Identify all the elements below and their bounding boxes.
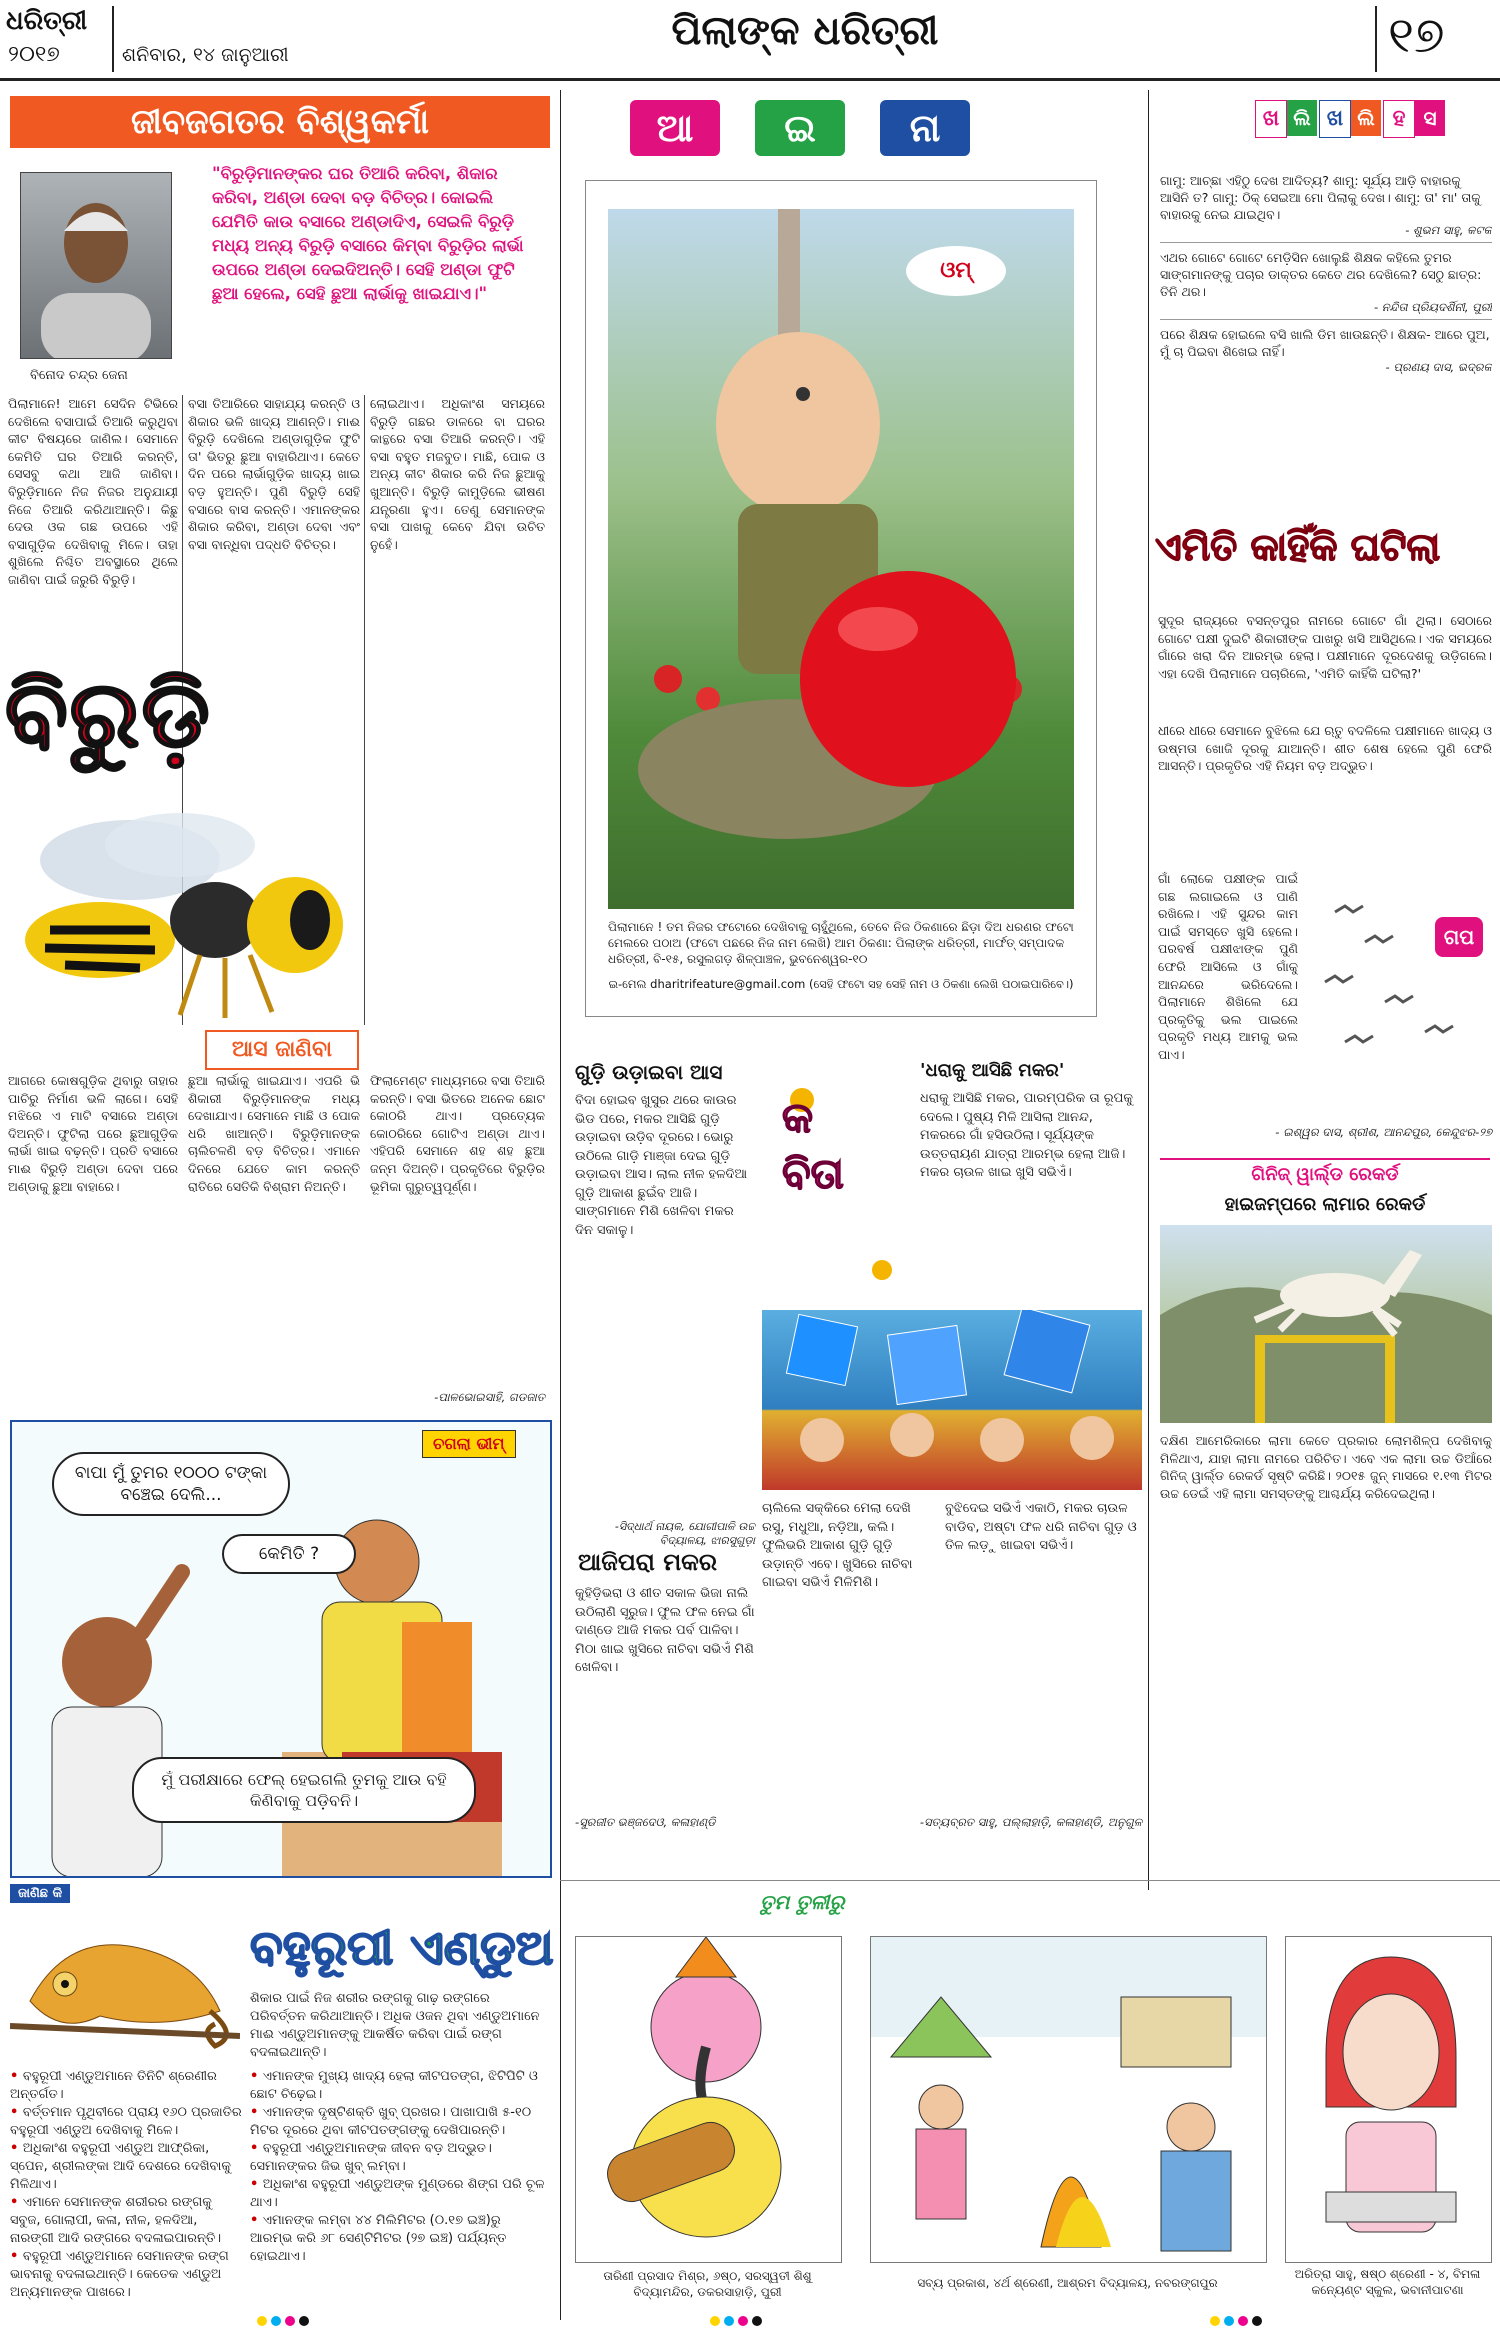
child-with-ball-image [608, 209, 1074, 909]
drawing-caption-1: ତାରିଣୀ ପ୍ରସାଦ ମିଶ୍ର, ୬ଷ୍ଠ, ସରସ୍ୱତୀ ଶିଶୁ ବିଦ୍ୟାମନ୍ଦିର, ଡକରସାହାଡ଼ି, ପୁରୀ [603, 2269, 812, 2299]
gap-label: ଗପ [1435, 917, 1483, 957]
jokes-letter: ହ [1383, 100, 1415, 138]
jokes-list [1160, 172, 1492, 517]
aina-photo-frame [585, 180, 1097, 1017]
kite-poem-2-text: ଚାଲିଲେ ସକ୍କିରେ ମେଲା ଦେଖି ରସୁ, ମଧୁଆ, ନଡ଼ିଆ, କଲି। ଫୁଲିଭରି ଆକାଶ ଗୁଡ଼ି ଗୁଡ଼ି ଉଡ଼ାନ୍ତି ଏବେ। ଖୁସିରେ ନାଚିବା ଗାଇବା ସଭିଏଁ ମିଳିମିଶି। [762, 1501, 913, 1590]
article-col-3: ଲୋଇଥାଏ। ଅଧିକାଂଶ ସମୟରେ ବିରୁଡ଼ି ଗଛର ଡାଳରେ ବା ଘରର କାନ୍ଥରେ ବସା ତିଆରି କରନ୍ତି। ଏହି ବସା ବହୁତ ମଜବୁତ। ମାଛି, ପୋକ ଓ ଅନ୍ୟ କୀଟ ଶିକାର କରି ନିଜ ଛୁଆକୁ ଖୁଆନ୍ତି। ବିରୁଡ଼ି କାମୁଡ଼ିଲେ ଭୀଷଣ ଯନ୍ତ୍ରଣା ହୁଏ। ତେଣୁ ସେମାନଙ୍କ ବସା ପାଖକୁ କେବେ ଯିବା ଉଚିତ ନୁହେଁ। [370, 396, 545, 552]
lower-col-3: ଫିଲାମେଣ୍ଟ ମାଧ୍ୟମରେ ବସା ତିଆରି କରନ୍ତି। ବସା ଭିତରେ ଅନେକ ଛୋଟ କୋଠରି ଥାଏ। ପ୍ରତ୍ୟେକ କୋଠରିରେ ଗୋଟିଏ ଅଣ୍ଡା ଥାଏ। ଏହିପରି ସେମାନେ ଶହ ଶହ ଛୁଆ ଜନ୍ମ ଦିଅନ୍ତି। ପ୍ରକୃତିରେ ବିରୁଡ଼ିର ଭୂମିକା ଗୁରୁତ୍ୱପୂର୍ଣ୍ଣ। [370, 1073, 545, 1194]
masthead-year: ୨୦୧୭ [8, 42, 60, 67]
registration-marks [0, 2312, 1500, 2330]
drawing-caption-2: ସବ୍ୟ ପ୍ରକାଶ, ୪ର୍ଥ ଶ୍ରେଣୀ, ଆଶ୍ରମ ବିଦ୍ୟାଳୟ, ନବରଙ୍ଗପୁର [917, 2276, 1218, 2290]
story-para-2: ଧୀରେ ଧୀରେ ସେମାନେ ବୁଝିଲେ ଯେ ଋତୁ ବଦଳିଲେ ପକ୍ଷୀମାନେ ଖାଦ୍ୟ ଓ ଉଷ୍ମତା ଖୋଜି ଦୂରକୁ ଯାଆନ୍ତି। ଶୀତ ଶେଷ ହେଲେ ପୁଣି ଫେରି ଆସନ୍ତି। ପ୍ରକୃତିର ଏହି ନିୟମ ବଡ଼ ଅଦ୍ଭୁତ। [1158, 723, 1492, 774]
cartoon-tag: ଚଗଲା ଭୀମ୍ [422, 1430, 516, 1458]
drawing-caption-3: ଅରିତ୍ରା ସାହୁ, ଷଷ୍ଠ ଶ୍ରେଣୀ - ୪, ବିମଳା କନ୍ୟେଣ୍ଟ ସ୍କୁଲ, ଭବାନୀପାଟଣା [1294, 2267, 1481, 2297]
kite-children-photo [762, 1310, 1142, 1490]
story-sign: - ଇଶ୍ୱର ଦାସ, ଶ୍ରୀଶ, ଆନନ୍ଦପୁର, କେନ୍ଦୁଝର-୨୭ [1275, 1125, 1492, 1139]
drawings-header-label: ତୁମ ତୁଳୀରୁ [760, 1890, 845, 1914]
aina-email-line: ଇ-ମେଲ dharitrifeature@gmail.com (ସେହି ଫଟୋ ସହ ସେହି ନାମ ଓ ଠିକଣା ଲେଖି ପଠାଇପାରିବେ।) [608, 977, 1074, 991]
birudi-title: ବିରୁଡ଼ି [5, 660, 212, 768]
jokes-letter: ଖ [1319, 100, 1351, 138]
jokes-letter: ଲି [1351, 100, 1381, 136]
makar-poem-2-text: ବୁଝିଦେଇ ସଭିଏଁ ଏକାଠି, ମକର ଚାଉଳ ବାଡିବ, ଅଷ୍ଟା ଫଳ ଧରି ନାଚିବା ଗୁଡ଼ ଓ ତିଳ ଲଡ଼ୁ ଖାଇବା ସଭିଏଁ। [945, 1501, 1137, 1553]
cartoon-bubble-2: କେମିତି ? [222, 1534, 356, 1574]
chameleon-fact: • ଅଧିକାଂଶ ବହୁରୂପୀ ଏଣ୍ଡୁଅଙ୍କ ମୁଣ୍ଡରେ ଶିଙ୍ଗ ପରି ଚୂଳ ଥାଏ। [250, 2176, 545, 2212]
author-name: ବିନୋଦ ଚନ୍ଦ୍ର ଜେନା [30, 368, 128, 383]
portrait-icon [21, 173, 171, 358]
cartoon-panel [10, 1420, 552, 1878]
guinness-header [1160, 1158, 1490, 1190]
kite-poem-sign: -ସିଦ୍ଧାର୍ଥ ନାୟକ, ଯୋଗୀପାଳି ଉଚ୍ଚ ବିଦ୍ୟାଳୟ, ଝାରସୁଗୁଡ଼ା [614, 1520, 755, 1547]
jokes-letter: ଖ [1255, 100, 1287, 138]
chameleon-intro: ଶିକାର ପାଇଁ ନିଜ ଶରୀର ରଙ୍ଗକୁ ଗାଢ଼ ରଙ୍ଗରେ ପରିବର୍ତ୍ତନ କରିଥାଆନ୍ତି। ଅଧିକ ଓଜନ ଥିବା ଏଣ୍ଡୁଅମାନେ ମାଈ ଏଣ୍ଡୁଅମାନଙ୍କୁ ଆକର୍ଷିତ କରିବା ପାଇଁ ରଙ୍ଗ ବଦଳାଇଥାନ୍ତି। [250, 1991, 540, 2060]
makar-sign: -ସତ୍ୟବ୍ରତ ସାହୁ, ପଲ୍ଲାହାଡ଼ି, କଳାହାଣ୍ଡି, ଅନୁଗୁଳ [919, 1815, 1142, 1829]
joke-text: ଗାମୁ: ଆଚ୍ଛା ଏହିଠୁ ଦେଖ ଆଦିତ୍ୟ? ଶାମୁ: ସୂର୍ଯ୍ୟ ଆଡ଼ି ବାହାରକୁ ଆସିନି ତ? ଗାମୁ: ଠିକ୍ ସେଇଆ ମୋ ପିଲାକୁ ଦେଖ। ଶାମୁ: ତା' ମା' ତାକୁ ବାହାରକୁ ନେଇ ଯାଇଥିବ। [1160, 173, 1481, 222]
article-col-1: ପିଲାମାନେ! ଆମେ ସେଦିନ ଟିଭିରେ ଦେଖିଲେ ବସାପାଇଁ ତିଆରି କରୁଥିବା କୀଟ ବିଷୟରେ ଜାଣିଲ। ସେମାନେ କେମିତି ଘର ତିଆରି କରନ୍ତି, ସେସବୁ କଥା ଆଜି ଜାଣିବା। ବିରୁଡ଼ିମାନେ ନିଜ ନିଜର ଅନୁଯାୟୀ ନିଜେ ତିଆରି କରିଥାଆନ୍ତି। କିଛୁ ଦେଉ ଓକ ଗଛ ଉପରେ ଏହି ବସାଗୁଡ଼ିକ ଦେଖିବାକୁ ମିଳେ। ତାହା ଶୁଖିଲେ ନିଶ୍ଚିତ ଅବସ୍ଥାରେ ଥିଲେ ଜାଣିବା ପାଇଁ ଜରୁରି ବିରୁଡ଼ି। [8, 396, 178, 587]
cartoon-bubble-3: ମୁଁ ପରୀକ୍ଷାରେ ଫେଲ୍ ହେଇଗଲି ତୁମକୁ ଆଉ ବହି କିଣିବାକୁ ପଡ଼ିବନି। [132, 1757, 476, 1823]
wasp-image [10, 790, 370, 1020]
intro-quote: "ବିରୁଡ଼ିମାନଙ୍କର ଘର ତିଆରି କରିବା, ଶିକାର କରିବା, ଅଣ୍ଡା ଦେବା ବଡ଼ ବିଚିତ୍ର। କୋଇଲି ଯେମିତି କାଉ ବସାରେ ଅଣ୍ଡାଦିଏ, ସେଇଳି ବିରୁଡ଼ି ମଧ୍ୟ ଅନ୍ୟ ବିରୁଡ଼ି ବସାରେ କିମ୍ବା ବିରୁଡ଼ିର ଲାର୍ଭା ଉପରେ ଅଣ୍ଡା ଦେଇଦିଅନ୍ତି। ସେହି ଅଣ୍ଡା ଫୁଟି ଛୁଆ ହେଲେ, ସେହି ଛୁଆ ଲାର୍ଭାକୁ ଖାଇଯାଏ।" [212, 164, 524, 303]
chameleon-title: ବହୁରୂପୀ ଏଣ୍ଡୁଅ [250, 1920, 554, 1976]
aas-janiba-label: ଆସ ଜାଣିବା [231, 1037, 333, 1062]
ajipara-sign: -ସୁରଜୀତ ଭଞ୍ଜଦେଓ, କଳାହାଣ୍ଡି [575, 1815, 716, 1829]
chameleon-fact: • ଏମାନଙ୍କ ମୁଖ୍ୟ ଖାଦ୍ୟ ହେଲା କୀଟପତଙ୍ଗ, ଝିଟିପିଟି ଓ ଛୋଟ ଚିଢ଼େଇ। [250, 2068, 545, 2104]
llama-photo [1160, 1225, 1492, 1423]
kite-poem-2 [762, 1500, 937, 1745]
masthead-logo: ଧରିତ୍ରୀ [6, 6, 88, 36]
drawing-girl [1285, 1936, 1492, 2263]
kabita-label: କବିତା [782, 1093, 845, 1198]
guinness-subtitle: ହାଇଜମ୍ପରେ ଲାମାର ରେକର୍ଡ [1224, 1194, 1426, 1215]
section-title: ଜୀବଜଗତର ବିଶ୍ୱକର୍ମା [130, 102, 429, 142]
makar-title: 'ଧରାକୁ ଆସିଛି ମକର' [920, 1060, 1065, 1081]
page-number: ୧୭ [1388, 6, 1445, 64]
joke-sign: - ନନ୍ଦିତା ପ୍ରିୟଦର୍ଶିନୀ, ପୁରୀ [1373, 300, 1492, 314]
drawing-village [870, 1936, 1267, 2263]
article-col-2: ବସା ତିଆରିରେ ସାହାଯ୍ୟ କରନ୍ତି ଓ ଶିକାର ଭଳି ଖାଦ୍ୟ ଆଣନ୍ତି। ମାଈ ବିରୁଡ଼ି ଦେଖିଲେ ଅଣ୍ଡାଗୁଡ଼ିକ ଫୁଟି ତା' ଭିତରୁ ଛୁଆ ବାହାରିଥାଏ। କେତେ ଦିନ ପରେ ଲାର୍ଭାଗୁଡ଼ିକ ଖାଦ୍ୟ ଖାଇ ବଡ଼ ହୁଅନ୍ତି। ପୁଣି ବିରୁଡ଼ି ସେହି ବସାରେ ବାସ କରନ୍ତି। ଏମାନଙ୍କର ଶିକାର କରିବା, ଅଣ୍ଡା ଦେବା ଏବଂ ବସା ବାନ୍ଧିବା ପଦ୍ଧତି ବିଚିତ୍ର। [188, 396, 360, 552]
joke-item [1160, 249, 1492, 320]
kite-poem-text: ବିଦା ହୋଇବ ଖୁସୁର ଥରେ କାଉର ଭିଡ ପରେ, ମକର ଆସିଛି ଗୁଡ଼ି ଉଡ଼ାଇବା ଉଡ଼ିବ ଦୂରରେ। ଭୋରୁ ଉଠିଲେ ଗାଡ଼ି ମାଞ୍ଜା ଦେଇ ଗୁଡ଼ି ଉଡ଼ାଇବା ଆସ। ଲାଲ ନୀଳ ହଳଦିଆ ଗୁଡ଼ି ଆକାଶ ଛୁଇଁବ ଆଜି। ସାଙ୍ଗମାନେ ମିଶି ଖେଳିବା ମକର ଦିନ ସକାଳୁ। [575, 1093, 748, 1238]
chameleon-fact: • ଏମାନେ ସେମାନଙ୍କ ଶରୀରର ରଙ୍ଗକୁ ସବୁଜ, ଗୋଲାପୀ, କଳା, ନୀଳ, ହଳଦିଆ, ନାରଙ୍ଗୀ ଆଦି ରଙ୍ଗରେ ବଦଳାଇପାରନ୍ତି। [10, 2194, 242, 2248]
kite-title: ଗୁଡ଼ି ଉଡ଼ାଇବା ଆସ [575, 1060, 723, 1084]
section-title-bar [10, 96, 550, 148]
birds-image [1305, 872, 1495, 1072]
kite-poem [575, 1092, 755, 1512]
makar-poem [920, 1090, 1142, 1305]
jokes-letter: ସ [1415, 100, 1445, 136]
guinness-text: ଦକ୍ଷିଣ ଆମେରିକାରେ ଲାମା କେତେ ପ୍ରକାର ଲୋମଶିଳ୍ପ ଦେଖିବାକୁ ମିଳିଥାଏ, ଯାହା ଲାମା ନାମରେ ପରିଚିତ। ଏବେ ଏକ ଲାମା ଉଚ୍ଚ ଡିଆଁରେ ଗିନିଜ୍ ୱାର୍ଲ୍ଡ ରେକର୍ଡ ସୃଷ୍ଟି କରିଛି। ୨୦୧୫ ଜୁନ୍ ମାସରେ ୧.୧୩ ମିଟର ଉଚ୍ଚ ଡେଇଁ ଏହି ଲାମା ସମସ୍ତଙ୍କୁ ଆଶ୍ଚର୍ଯ୍ୟ କରିଦେଇଥିଲା। [1160, 1433, 1492, 1501]
aina-part-1: ଆ [630, 100, 720, 156]
chameleon-fact: • ବହୁରୂପୀ ଏଣ୍ଡୁଅମାନେ ତିନିଟି ଶ୍ରେଣୀର ଅନ୍ତର୍ଗତ। [10, 2068, 242, 2104]
aina-part-3: ନା [880, 100, 970, 156]
chameleon-right-list [250, 2068, 545, 2328]
chameleon-fact: • ବହୁରୂପୀ ଏଣ୍ଡୁଅମାନଙ୍କ ଜୀବନ ବଡ଼ ଅଦ୍ଭୁତ। ସେମାନଙ୍କର ଜିଭ ଖୁବ୍ ଲମ୍ବା। [250, 2140, 545, 2176]
guinness-tag-label: ଗିନିଜ୍ ୱାର୍ଲ୍ଡ ରେକର୍ଡ [1251, 1164, 1399, 1185]
chameleon-left-list [10, 2068, 242, 2328]
chameleon-fact: • ଏମାନଙ୍କ ଦୃଷ୍ଟିଶକ୍ତି ଖୁବ୍ ପ୍ରଖର। ପାଖାପାଖି ୫-୧୦ ମିଟର ଦୂରରେ ଥିବା କୀଟପତଙ୍ଗଙ୍କୁ ଦେଖିପାରନ୍ତି। [250, 2104, 545, 2140]
joke-item [1160, 172, 1492, 243]
print-registration-dots-icon [0, 2312, 1500, 2330]
chameleon-image [10, 1906, 240, 2056]
story-para-1: ସୁଦୂର ରାଜ୍ୟରେ ବସନ୍ତପୁର ନାମରେ ଗୋଟେ ଗାଁ ଥିଲା। ସେଠାରେ ଗୋଟେ ପକ୍ଷୀ ଦୁଇଟି ଶିକାରୀଙ୍କ ପାଖରୁ ଖସି ଆସିଥିଲେ। ଏକ ସମୟରେ ଗାଁରେ ଖରା ଦିନ ଆରମ୍ଭ ହେଲା। ପକ୍ଷୀମାନେ ଦୂରଦେଶକୁ ଉଡ଼ିଗଲେ। ଏହା ଦେଖି ପିଲାମାନେ ପଚାରିଲେ, 'ଏମିତି କାହିଁକି ଘଟିଲା?' [1158, 613, 1492, 681]
story-para-3: ଗାଁ ଲୋକେ ପକ୍ଷୀଙ୍କ ପାଇଁ ଗଛ ଲଗାଇଲେ ଓ ପାଣି ରଖିଲେ। ଏହି ସୁନ୍ଦର କାମ ପାଇଁ ସମସ୍ତେ ଖୁସି ହେଲେ। ପରବର୍ଷ ପକ୍ଷୀଝାଙ୍କ ପୁଣି ଫେରି ଆସିଲେ ଓ ଗାଁକୁ ଆନନ୍ଦରେ ଭରିଦେଲେ। ପିଲାମାନେ ଶିଖିଲେ ଯେ ପ୍ରକୃତିକୁ ଭଲ ପାଇଲେ ପ୍ରକୃତି ମଧ୍ୟ ଆମକୁ ଭଲ ପାଏ। [1158, 871, 1298, 1062]
drawing-ganesha [575, 1936, 842, 2263]
llama-jump-icon [1160, 1225, 1492, 1423]
aina-title [630, 100, 970, 160]
aina-part-2: ଇ [755, 100, 845, 156]
joke-text: ପରେ ଶିକ୍ଷକ ହୋଇଲେ ବସି ଖାଲି ଡିମ ଖାଉଛନ୍ତି। ଶିକ୍ଷକ- ଆରେ ପୁଅ, ମୁଁ ଚା ପିଇବା ଶିଖେଇ ନାହିଁ। [1160, 327, 1490, 359]
ajipara-poem-text: କୁହିଡ଼ିଭରା ଓ ଶୀତ ସକାଳ ଭିଜା ନାଲି ଉଠିଲାଣି ସୂରୁଜ। ଫୁଲ ଫଳ ନେଇ ଗାଁ ଦାଣ୍ଡେ ଆଜି ମକର ପର୍ବ ପାଳିବା। ମିଠା ଖାଇ ଖୁସିରେ ନାଚିବା ସଭିଏଁ ମିଶି ଖେଳିବା। [575, 1586, 755, 1675]
masthead-date: ଶନିବାର, ୧୪ ଜାନୁଆରୀ [122, 44, 289, 66]
makar-poem-2 [945, 1500, 1142, 1800]
makar-poem-text: ଧରାକୁ ଆସିଛି ମକର, ପାରମ୍ପରିକ ତା ରୂପକୁ ଦେଲେ। ପୁଷ୍ୟ ମିଳି ଆସିଲା ଆନନ୍ଦ, ମକରରେ ଗାଁ ହସିଉଠିଲା। ସୂର୍ଯ୍ୟଙ୍କ ଉତ୍ତରାୟଣ ଯାତ୍ରା ଆରମ୍ଭ ହେଲା ଆଜି। ମକର ଚାଉଳ ଖାଇ ଖୁସି ସଭିଏଁ। [920, 1091, 1133, 1180]
kabita-graphic [762, 1060, 912, 1300]
lower-col-2: ଛୁଆ ଲାର୍ଭାକୁ ଖାଇଯାଏ। ଏପରି ଭି ଶିକାରୀ ବିରୁଡ଼ିମାନଙ୍କ ମଧ୍ୟ ଦେଖାଯାଏ। ସେମାନେ ମାଛି ଓ ପୋକ ଧରି ଖାଆନ୍ତି। ବିରୁଡ଼ିମାନଙ୍କ ଚାଲିଚଳଣି ବଡ଼ ବିଚିତ୍ର। ଏମାନେ ଦିନରେ ଯେତେ କାମ କରନ୍ତି ରାତିରେ ସେତିକି ବିଶ୍ରାମ ନିଅନ୍ତି। [188, 1073, 360, 1194]
joke-sign: - ପ୍ରଣୟ ଦାସ, ଭଦ୍ରକ [1385, 360, 1492, 374]
supplement-title: ପିଲାଙ୍କ ଧରିତ୍ରୀ [671, 8, 939, 54]
joke-item [1160, 326, 1492, 375]
ajipara-title: ଆଜିପରା ମକର [578, 1548, 718, 1576]
girl-drawing-icon [1286, 1937, 1491, 2262]
chameleon-tag: ଜାଣିଛ କି [10, 1884, 70, 1903]
lower-col-1: ଆଗରେ କୋଷଗୁଡ଼ିକ ଥିବାରୁ ତାହାର ପାଚିରୁ ନିର୍ମାଣ ଭଳି ଲାଗେ। ସେହି ମଝିରେ ଏ ମାଟି ବସାରେ ଅଣ୍ଡା ଦିଅନ୍ତି। ଫୁଟିଲା ପରେ ଛୁଆଗୁଡ଼ିକ ଲାର୍ଭା ଖାଇ ବଢ଼ନ୍ତି। ପ୍ରତି ବସାରେ ମାଈ ବିରୁଡ଼ି ଅଣ୍ଡା ଦେବା ପରେ ଅଣ୍ଡାକୁ ଛୁଆ ବାହାରେ। [8, 1073, 178, 1194]
kites-and-children-icon [762, 1310, 1142, 1490]
story-title: ଏମିତି କାହିଁକି ଘଟିଲା [1155, 525, 1441, 569]
aina-name-tag: ଓମ୍ [906, 246, 1006, 296]
village-bonfire-drawing-icon [871, 1937, 1266, 2262]
joke-sign: - ଶୁଭମ ସାହୁ, କଟକ [1405, 223, 1492, 237]
jokes-letter: ଲି [1287, 100, 1317, 136]
ajipara-poem [575, 1585, 755, 1805]
chameleon-fact: • ଅଧିକାଂଶ ବହୁରୂପୀ ଏଣ୍ଡୁଅ ଆଫ୍ରିକା, ସ୍ପେନ, ଶ୍ରୀଲଙ୍କା ଆଦି ଦେଶରେ ଦେଖିବାକୁ ମିଳିଥାଏ। [10, 2140, 242, 2194]
aas-janiba-tag [205, 1030, 359, 1070]
aina-caption: ପିଲାମାନେ ! ତମ ନିଜର ଫଟୋରେ ଦେଖିବାକୁ ଚାହୁଁଥିଲେ, ତେବେ ନିଜ ଠିକଣାରେ ଛିଡ଼ା ଦିଅ ଧରଣର ଫଟୋ ମେଲରେ ପଠାଅ (ଫଟୋ ପଛରେ ନିଜ ନାମ ଲେଖି) ଆମ ଠିକଣା: ପିଲାଙ୍କ ଧରିତ୍ରୀ, ମାର୍ଫତ୍ ସମ୍ପାଦକ ଧରିତ୍ରୀ, ବି-୧୫, ରସୁଲଗଡ଼ ଶିଳ୍ପାଞ୍ଚଳ, ଭୁବନେଶ୍ୱର-୧୦ [608, 920, 1074, 966]
masthead [0, 0, 1500, 80]
lower-signature: -ପାଳଭୋଇସାହି, ଗଡଜାତ [434, 1390, 545, 1404]
joke-text: ଏଥର ଗୋଟେ ଗୋଟେ ମେଡ଼ିସିନ ଖୋଲୁଛି ଶିକ୍ଷକ କହିଲେ ତୁମର ସାଙ୍ଗମାନଙ୍କୁ ପଚାର ଡାକ୍ତର କେତେ ଥର ଦେଖିଲେ? ସେଠୁ ଛାତ୍ର: ତିନି ଥର। [1160, 250, 1482, 299]
aina-photo [608, 209, 1074, 909]
wasp-icon [10, 790, 370, 1020]
chameleon-fact: • ବହୁରୂପୀ ଏଣ୍ଡୁଅମାନେ ସେମାନଙ୍କ ରଙ୍ଗ ଭାବନାକୁ ବଦଳାଇଥାନ୍ତି। କେତେକ ଏଣ୍ଡୁଅ ଅନ୍ୟମାନଙ୍କ ପାଖରେ। [10, 2248, 242, 2302]
chameleon-fact: • ଏମାନଙ୍କ ଲମ୍ବା ୪୪ ମିଲିମିଟର (୦.୧୭ ଇଞ୍ଚ)ରୁ ଆରମ୍ଭ କରି ୬୮ ସେଣ୍ଟିମିଟର (୨୭ ଇଞ୍ଚ) ପର୍ଯ୍ୟନ୍ତ ହୋଇଥାଏ। [250, 2212, 545, 2266]
flying-geese-icon [1305, 872, 1495, 1072]
jokes-title [1160, 100, 1490, 140]
chameleon-icon [10, 1906, 240, 2056]
drawings-header [760, 1890, 960, 1926]
chameleon-fact: • ବର୍ତ୍ତମାନ ପୃଥିବୀରେ ପ୍ରାୟ ୧୬୦ ପ୍ରଜାତିର ବହୁରୂପୀ ଏଣ୍ଡୁଅ ଦେଖିବାକୁ ମିଳେ। [10, 2104, 242, 2140]
author-photo [20, 172, 172, 359]
cartoon-bubble-1: ବାପା ମୁଁ ତୁମର ୧୦୦୦ ଟଙ୍କା ବଞ୍ଚେଇ ଦେଲି... [52, 1452, 290, 1516]
ganesha-drawing-icon [576, 1937, 841, 2262]
